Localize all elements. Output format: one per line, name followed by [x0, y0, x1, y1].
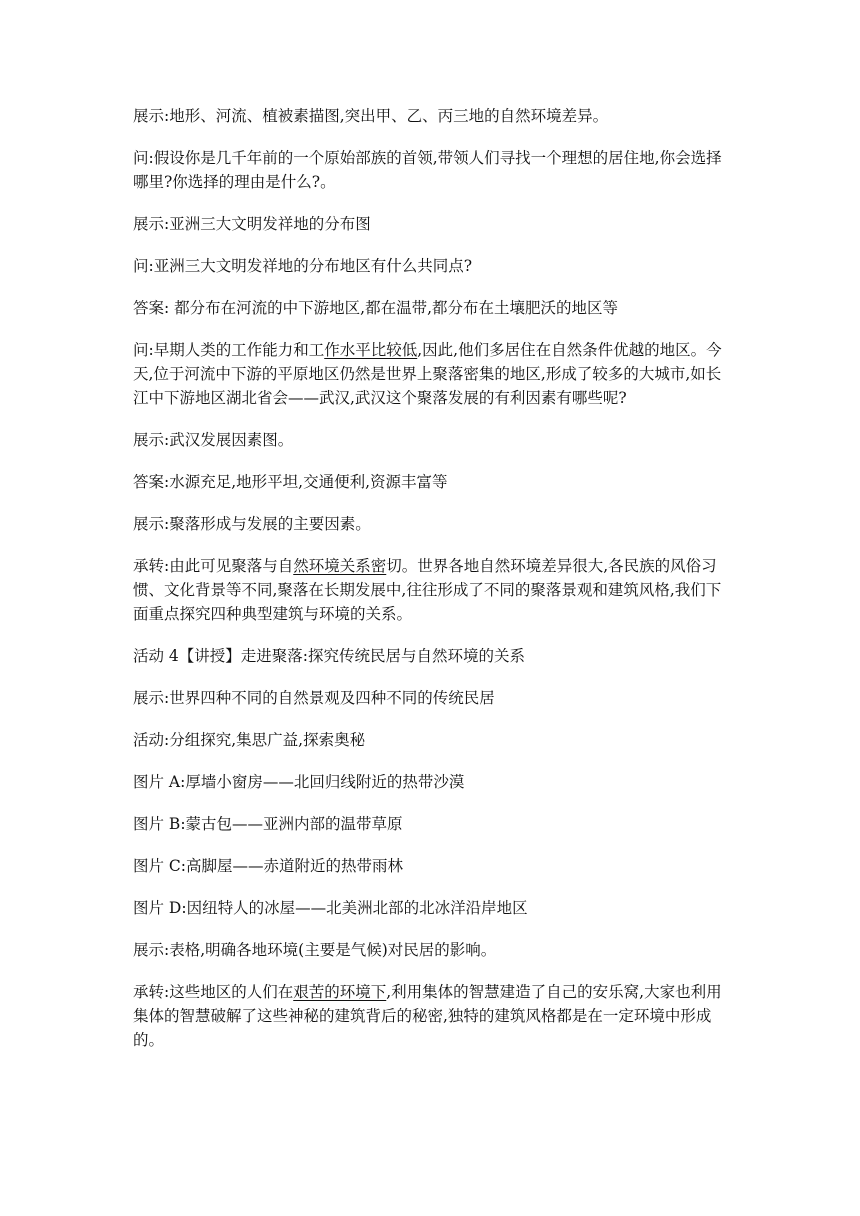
text-run: 问:亚洲三大文明发祥地的分布地区有什么共同点?	[133, 257, 473, 275]
text-run: 展示:聚落形成与发展的主要因素。	[133, 515, 371, 533]
text-run: 活动:分组探究,集思广益,探索奥秘	[133, 731, 366, 749]
paragraph-question-wuhan	[133, 338, 733, 410]
paragraph-display-table	[133, 938, 733, 962]
paragraph-question-common-points	[133, 254, 733, 278]
text-run: 切。世界各地自然环境差异很大,各民族的风俗习惯、文化背景等不同,聚落在长期发展中,往往形成了不同的聚落景观和建筑风格,我们下面重点探究四种典型建筑与环境的关系。	[133, 557, 722, 623]
paragraph-picture-c	[133, 854, 733, 878]
paragraph-display-civilization-map	[133, 212, 733, 236]
text-run: 展示:表格,明确各地环境(主要是气候)对民居的影响。	[133, 941, 497, 959]
paragraph-activity-4-heading	[133, 644, 733, 668]
text-run: 活动 4【讲授】走进聚落:探究传统民居与自然环境的关系	[133, 647, 526, 665]
paragraph-display-main-factors	[133, 512, 733, 536]
text-run: 承转:由此可见聚落与自	[133, 557, 294, 575]
document-body	[133, 104, 733, 1070]
text-run: ,因此,他们多居住在自然条件优越的地区。今天,位于河流中下游的平原地区仍然是世界上聚落密集的地区,形成了较多的大城市,如长江中下游地区湖北省会——武汉,武汉这个聚落发展的有利因素有哪些呢?	[133, 341, 722, 407]
underlined-text: 然环境关系密	[293, 557, 387, 575]
paragraph-display-landscapes	[133, 686, 733, 710]
paragraph-transition-wisdom	[133, 980, 733, 1052]
text-run: 承转:这些地区的人们在	[133, 983, 294, 1001]
text-run: 问:假设你是几千年前的一个原始部族的首领,带领人们寻找一个理想的居住地,你会选择哪里?你选择的理由是什么?。	[133, 149, 722, 191]
text-run: 图片 D:因纽特人的冰屋——北美洲北部的北冰洋沿岸地区	[133, 899, 528, 917]
paragraph-display-wuhan-factors	[133, 428, 733, 452]
paragraph-display-terrain-sketch	[133, 104, 733, 128]
paragraph-answer-wuhan	[133, 470, 733, 494]
paragraph-picture-d	[133, 896, 733, 920]
text-run: 图片 C:高脚屋——赤道附近的热带雨林	[133, 857, 404, 875]
paragraph-activity-group	[133, 728, 733, 752]
paragraph-transition-environment	[133, 554, 733, 626]
text-run: 图片 B:蒙古包——亚洲内部的温带草原	[133, 815, 403, 833]
underlined-text: 艰苦的环境下	[293, 983, 387, 1001]
underlined-text: 作水平比较低	[324, 341, 418, 359]
paragraph-question-ideal-residence	[133, 146, 733, 194]
text-run: ,利用集体的智慧建造了自己的安乐窝,大家也利用集体的智慧破解了这些神秘的建筑背后的秘密,独特的建筑风格都是在一定环境中形成的。	[133, 983, 722, 1049]
text-run: 展示:武汉发展因素图。	[133, 431, 294, 449]
paragraph-picture-b	[133, 812, 733, 836]
text-run: 展示:世界四种不同的自然景观及四种不同的传统民居	[133, 689, 495, 707]
text-run: 答案:水源充足,地形平坦,交通便利,资源丰富等	[133, 473, 448, 491]
text-run: 展示:亚洲三大文明发祥地的分布图	[133, 215, 371, 233]
text-run: 答案: 都分布在河流的中下游地区,都在温带,都分布在土壤肥沃的地区等	[133, 299, 619, 317]
text-run: 图片 A:厚墙小窗房——北回归线附近的热带沙漠	[133, 773, 465, 791]
paragraph-picture-a	[133, 770, 733, 794]
paragraph-answer-distribution	[133, 296, 733, 320]
text-run: 展示:地形、河流、植被素描图,突出甲、乙、丙三地的自然环境差异。	[133, 107, 609, 125]
text-run: 问:早期人类的工作能力和工	[133, 341, 325, 359]
